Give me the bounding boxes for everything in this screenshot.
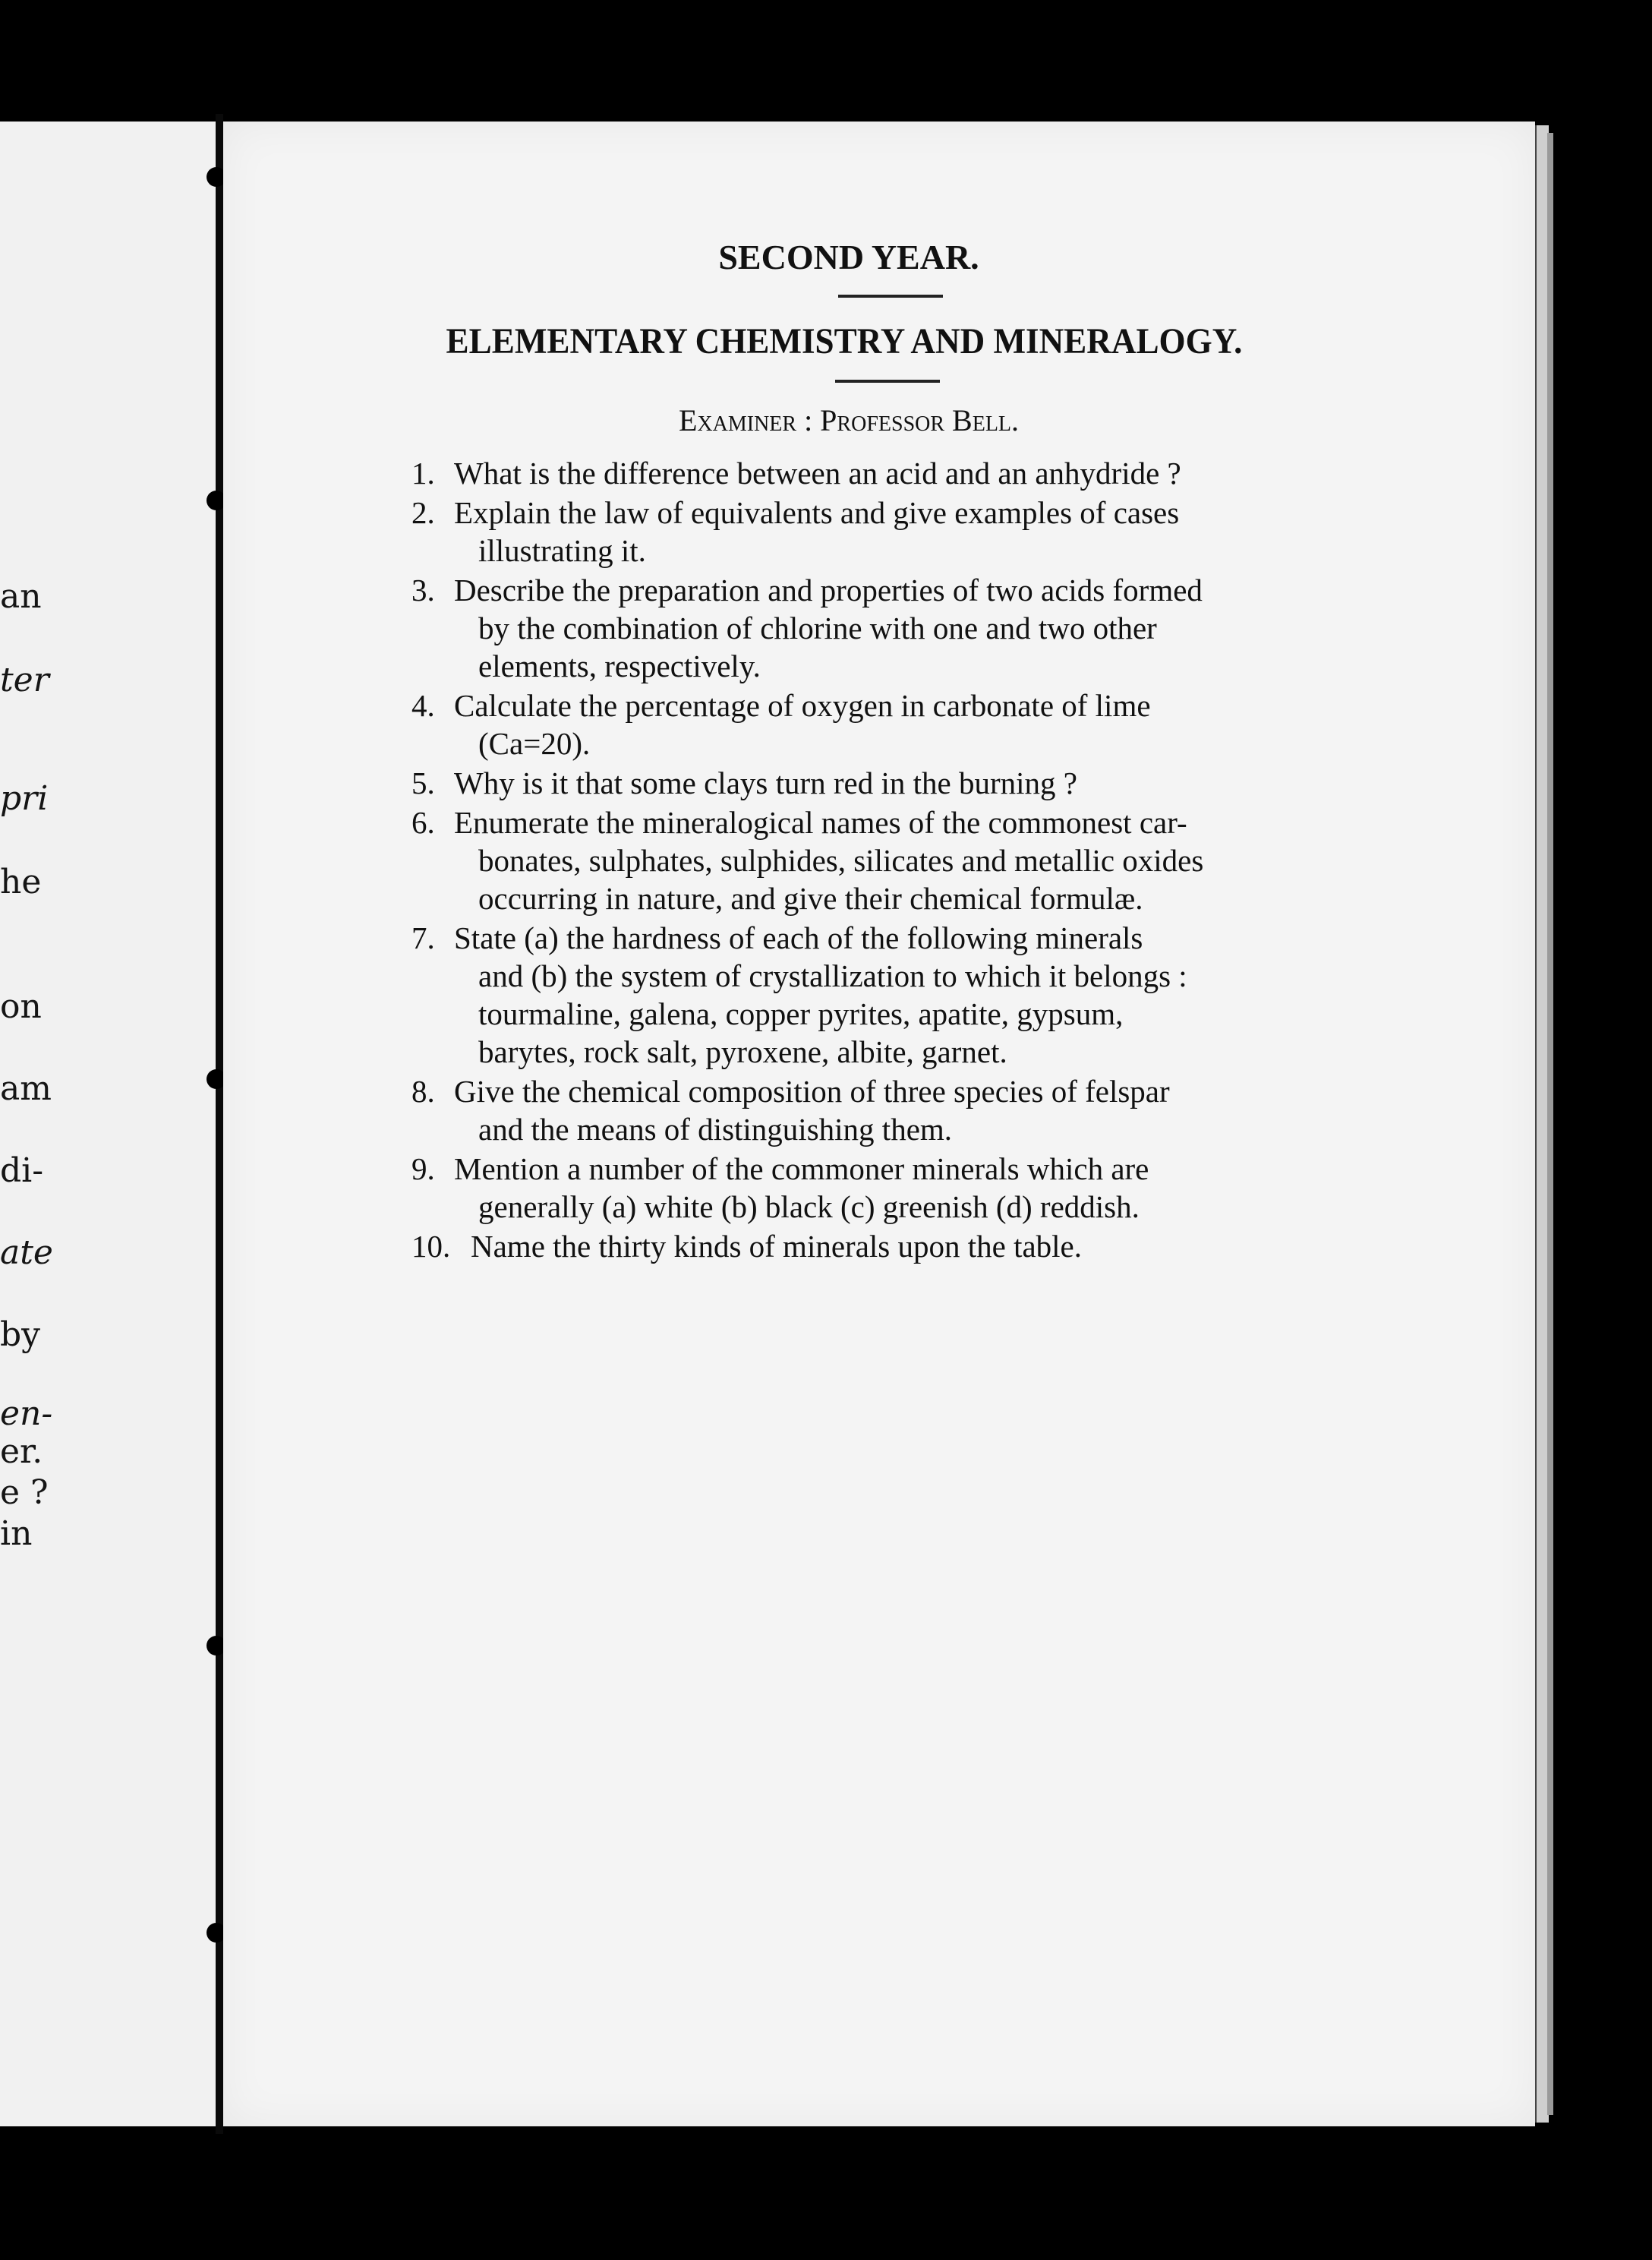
question-text: Describe the preparation and properties of two acids formed: [454, 573, 1203, 608]
question-number: 6.: [411, 805, 435, 840]
facing-page-text: pri: [0, 779, 49, 818]
facing-page-text: ate: [0, 1233, 53, 1272]
question-text: Why is it that some clays turn red in the burning ?: [454, 765, 1077, 800]
question-item: [411, 764, 1581, 802]
facing-page-edge: [0, 122, 216, 2126]
question-number: 2.: [411, 495, 435, 530]
question-item: [411, 803, 1581, 917]
question-number: 9.: [411, 1151, 435, 1186]
question-text: bonates, sulphates, sulphides, silicates and metallic oxides: [478, 843, 1204, 878]
examiner-line: Examiner : Professor Bell.: [678, 403, 1020, 437]
question-number: 7.: [411, 920, 435, 955]
question-text: What is the difference between an acid and an anhydride ?: [454, 456, 1181, 491]
question-text: Mention a number of the commoner minerals which are: [454, 1151, 1149, 1186]
facing-page-text: on: [0, 987, 42, 1026]
question-text: and the means of distinguishing them.: [478, 1112, 953, 1147]
question-item: [411, 571, 1581, 685]
facing-page-text: an: [0, 577, 42, 616]
question-number: 3.: [411, 573, 435, 608]
page-edge-shadow: [1547, 133, 1553, 2115]
section-title: SECOND YEAR.: [718, 238, 979, 276]
facing-page-text: er.: [0, 1432, 43, 1471]
question-number: 4.: [411, 688, 435, 723]
question-text: by the combination of chlorine with one and two other: [478, 611, 1157, 645]
question-text: Calculate the percentage of oxygen in carbonate of lime: [454, 688, 1151, 723]
question-text: Give the chemical composition of three species of felspar: [454, 1074, 1170, 1109]
question-item: [411, 687, 1581, 762]
document-page: [223, 122, 1535, 2126]
question-number: 8.: [411, 1074, 435, 1109]
question-text: and (b) the system of crystallization to which it belongs :: [478, 958, 1187, 993]
subject-title: ELEMENTARY CHEMISTRY AND MINERALOGY.: [446, 321, 1243, 361]
facing-page-text: ter: [0, 661, 49, 699]
question-item: [411, 1150, 1581, 1226]
facing-page-text: by: [0, 1315, 41, 1354]
question-item: [411, 494, 1581, 570]
facing-page-text: en-: [0, 1394, 53, 1433]
question-text: (Ca=20).: [478, 726, 591, 761]
question-number: 5.: [411, 765, 435, 800]
question-item: [411, 454, 1581, 492]
facing-page-text: di-: [0, 1151, 44, 1190]
question-text: Enumerate the mineralogical names of the commonest car-: [454, 805, 1187, 840]
question-text: illustrating it.: [478, 533, 646, 568]
question-text: occurring in nature, and give their chemical formulæ.: [478, 881, 1143, 916]
facing-page-text: in: [0, 1514, 33, 1553]
question-text: generally (a) white (b) black (c) greenish (d) reddish.: [478, 1189, 1140, 1224]
question-list: [411, 454, 1581, 1267]
question-item: [411, 919, 1581, 1071]
title-rule: [838, 295, 943, 298]
question-text: tourmaline, galena, copper pyrites, apatite, gypsum,: [478, 996, 1124, 1031]
question-item: [411, 1227, 1581, 1265]
facing-page-text: am: [0, 1069, 52, 1108]
question-number: 1.: [411, 456, 435, 491]
question-text: elements, respectively.: [478, 649, 761, 683]
question-text: Name the thirty kinds of minerals upon the table.: [471, 1229, 1083, 1264]
question-item: [411, 1072, 1581, 1148]
question-text: Explain the law of equivalents and give examples of cases: [454, 495, 1180, 530]
facing-page-text: e ?: [0, 1473, 49, 1512]
subject-rule: [835, 380, 940, 383]
question-text: State (a) the hardness of each of the following minerals: [454, 920, 1143, 955]
question-text: barytes, rock salt, pyroxene, albite, garnet.: [478, 1034, 1007, 1069]
facing-page-text: he: [0, 863, 42, 901]
question-number: 10.: [411, 1229, 451, 1264]
